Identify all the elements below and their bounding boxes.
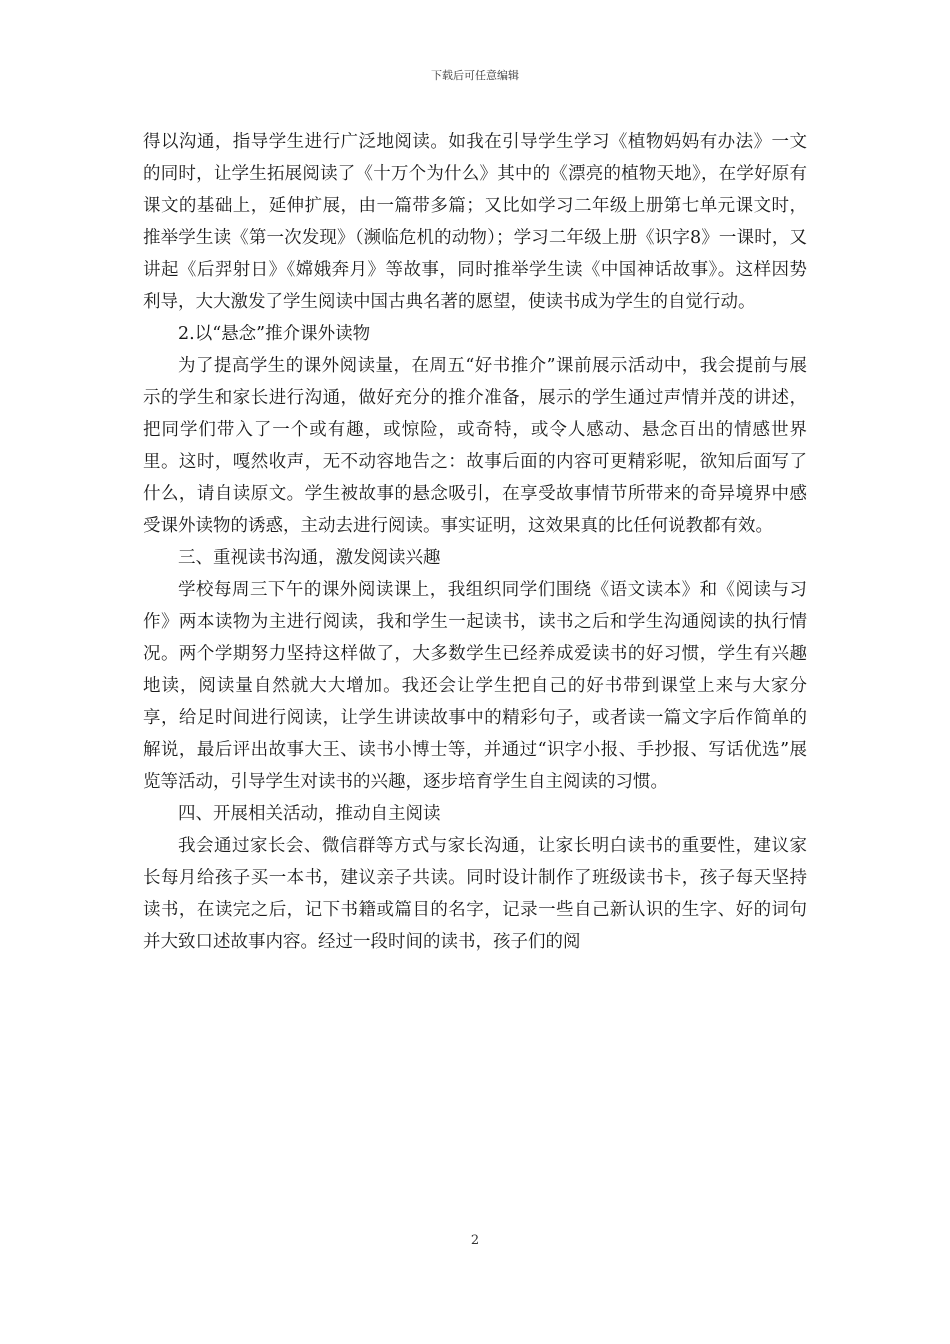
paragraph-activities: 我会通过家长会、微信群等方式与家长沟通，让家长明白读书的重要性，建议家长每月给孩子买一本书，建议亲子共读。同时设计制作了班级读书卡，孩子每天坚持读书，在读完之后，记下书籍或篇目的名字，记录一些自己新认识的生字、好的词句并大致口述故事内容。经过一段时间的读书，孩子们的阅 [143,836,807,952]
page-header: 下载后可任意编辑 [431,69,519,82]
section-heading-activities: 四、开展相关活动，推动自主阅读 [178,804,441,824]
section-heading-suspense: 2.以“悬念”推介课外读物 [178,324,371,344]
paragraph-continuation: 得以沟通，指导学生进行广泛地阅读。如我在引导学生学习《植物妈妈有办法》一文的同时，让学生拓展阅读了《十万个为什么》其中的《漂亮的植物天地》，在学好原有课文的基础上，延伸扩展，由一篇带多篇；又比如学习二年级上册第七单元课文时，推举学生读《第一次发现》（濒临危机的动物）；学习二年级上册《识字8》一课时，又讲起《后羿射日》《嫦娥奔月》等故事，同时推举学生读《中国神话故事》。这样因势利导，大大激发了学生阅读中国古典名著的愿望，使读书成为学生的自觉行动。 [143,132,807,312]
document-body [143,126,807,958]
page-number: 2 [470,1233,480,1248]
paragraph-suspense: 为了提高学生的课外阅读量，在周五“好书推介”课前展示活动中，我会提前与展示的学生和家长进行沟通，做好充分的推介准备，展示的学生通过声情并茂的讲述，把同学们带入了一个或有趣，或惊险，或奇特，或令人感动、悬念百出的情感世界里。这时，嘎然收声，无不动容地告之：故事后面的内容可更精彩呢，欲知后面写了什么，请自读原文。学生被故事的悬念吸引，在享受故事情节所带来的奇异境界中感受课外读物的诱惑，主动去进行阅读。事实证明，这效果真的比任何说教都有效。 [143,356,807,536]
section-heading-communication: 三、重视读书沟通，激发阅读兴趣 [178,548,441,568]
paragraph-communication: 学校每周三下午的课外阅读课上，我组织同学们围绕《语文读本》和《阅读与习作》两本读物为主进行阅读，我和学生一起读书，读书之后和学生沟通阅读的执行情况。两个学期努力坚持这样做了，大多数学生已经养成爱读书的好习惯，学生有兴趣地读，阅读量自然就大大增加。我还会让学生把自己的好书带到课堂上来与大家分享，给足时间进行阅读，让学生讲读故事中的精彩句子，或者读一篇文字后作简单的解说，最后评出故事大王、读书小博士等，并通过“识字小报、手抄报、写话优选”展览等活动，引导学生对读书的兴趣，逐步培育学生自主阅读的习惯。 [143,580,807,792]
